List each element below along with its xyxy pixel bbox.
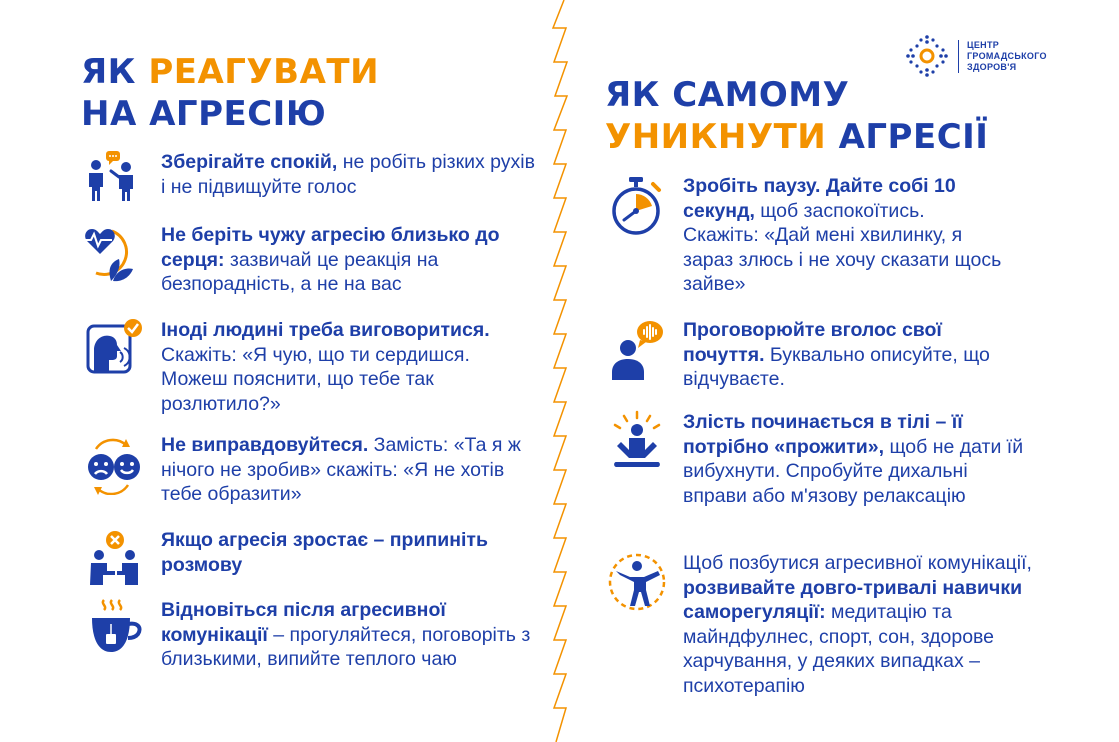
left-tip-1 [82,150,541,212]
left-tip-5 [82,528,541,590]
right-tip-1 [606,174,1003,297]
right-tip-4-bold: розвивайте довго-тривалі навички саморегуляції: [683,576,1023,623]
left-tip-6-body: – прогуляйтеся, поговоріть з близькими, випийте теплого чаю [161,623,531,670]
left-tip-6-text [161,598,541,672]
right-tip-3-body: щоб не дати їй вибухнути. Спробуйте дихальні вправи або м'язову релаксацію [683,435,1024,507]
left-tip-2 [82,223,541,297]
right-tip-4 [606,551,1053,698]
logo-line-2: ГРОМАДСЬКОГО [967,50,1047,61]
left-tip-2-text [161,223,541,297]
left-tip-2-body: зазвичай це реакція на безпорадність, а не на вас [161,248,439,295]
left-tip-5-text [161,528,541,590]
right-tip-3-bold: Злість починається в тілі – її потрібно «прожити», [683,411,963,458]
right-tip-2 [606,318,1018,392]
logo-text [958,40,1047,73]
left-tip-4-bold: Не виправдовуйтеся. [161,434,369,456]
left-title-accent: РЕАГУВАТИ [148,52,380,92]
right-tip-1-body: щоб заспокоїтись. Скажіть: «Дай мені хвилинку, я зараз злюсь і не хочу сказати щось зайве» [683,199,1002,295]
logo-line-1: ЦЕНТР [967,39,1000,50]
heart-pulse-leaf-icon [82,223,144,285]
right-tip-4-text [683,551,1053,698]
left-tip-3 [82,318,541,416]
left-section-title [81,51,379,135]
right-tip-1-text [683,174,1003,297]
left-tip-3-bold: Іноді людині треба виговоритися. [161,319,490,341]
right-tip-2-bold: Проговорюйте вголос свої почуття. [683,319,942,366]
two-people-talking-icon [82,150,144,212]
right-tip-1-bold: Зробіть паузу. Дайте собі 10 секунд, [683,175,956,222]
right-tip-4-intro: Щоб позбутися агресивної комунікації, [683,552,1032,574]
speaking-head-icon [82,318,144,380]
left-tip-1-bold: Зберігайте спокій, [161,151,338,173]
right-title-accent: УНИКНУТИ [605,117,827,157]
zigzag-divider [548,0,572,742]
left-tip-1-body: не робіть різких рухів і не підвищуйте голос [161,151,536,198]
person-circle-icon [606,551,668,613]
left-tip-2-bold: Не беріть чужу агресію близько до серця: [161,224,500,271]
left-tip-6 [82,598,541,672]
hot-cup-icon [82,598,144,660]
right-title-part1: ЯК САМОМУ [605,75,850,115]
right-section-title [605,74,988,158]
cross-dots-logo-icon [905,34,949,78]
right-tip-2-text [683,318,1018,392]
stop-conversation-icon [82,528,144,590]
right-tip-3-text [683,410,1028,508]
left-title-part2: НА АГРЕСІЮ [81,94,327,134]
logo-line-3: ЗДОРОВ'Я [967,61,1017,72]
right-tip-4-body: медитацію та майндфулнес, спорт, сон, здорове харчування, у деяких випадках – психотерапію [683,601,995,697]
right-tip-3 [606,410,1028,508]
sad-happy-faces-icon [82,433,144,495]
left-tip-6-bold: Відновіться після агресивної комунікації [161,599,446,646]
left-tip-5-bold: Якщо агресія зростає – припиніть розмову [161,529,488,576]
stopwatch-icon [606,174,668,236]
right-tip-2-body: Буквально описуйте, що відчуваєте. [683,343,990,390]
person-speech-bubble-icon [606,318,668,380]
left-tip-4 [82,433,546,507]
left-tip-3-text [161,318,541,416]
right-title-part2: АГРЕСІЇ [826,117,989,157]
meditating-person-icon [606,410,668,472]
left-tip-4-body: Замість: «Та я ж нічого не зробив» скажіть: «Я не хотів тебе образити» [161,434,521,505]
left-tip-4-text [161,433,546,507]
logo [905,34,1047,78]
left-tip-1-text [161,150,541,212]
left-title-part1: ЯК [81,52,149,92]
left-tip-3-body: Скажіть: «Я чую, що ти сердишся. Можеш пояснити, що тебе так розлютило?» [161,343,470,415]
